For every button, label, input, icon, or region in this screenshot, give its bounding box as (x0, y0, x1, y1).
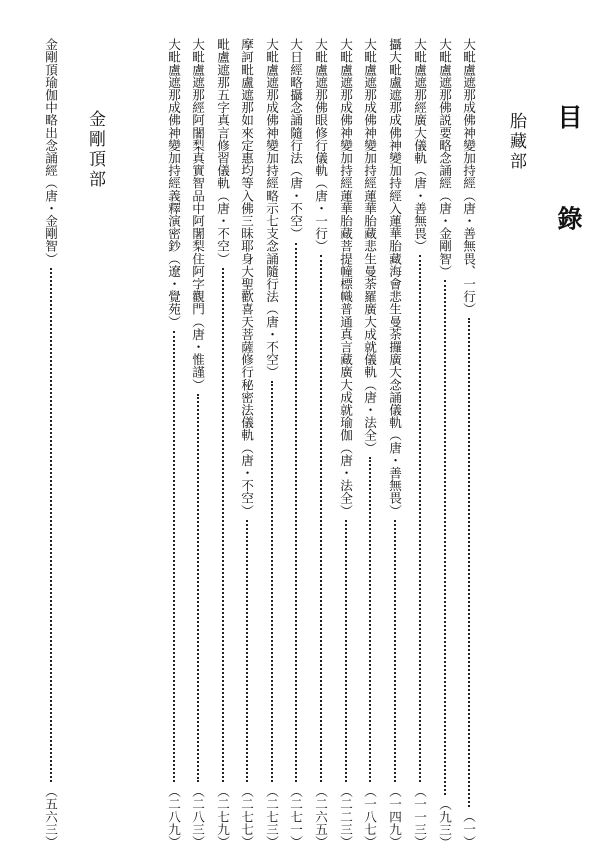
toc-entry[interactable] (436, 38, 453, 848)
leader-dots (320, 255, 322, 782)
toc-entry[interactable] (214, 38, 231, 848)
leader-dots (444, 280, 446, 794)
entry-page-number: （二七九） (215, 785, 230, 848)
entry-title: 大毗盧遮那經阿闍梨真實智品中阿闍梨住阿字觀門（唐・惟謹） (190, 38, 205, 391)
entry-title: 大毗盧遮那經廣大儀軌（唐・善無畏） (412, 38, 427, 253)
entry-title: 大毗盧遮那佛説要略念誦經（唐・金剛智） (437, 38, 452, 278)
entry-page-number: （一一三） (412, 785, 427, 848)
entry-page-number: （一） (461, 810, 476, 848)
section-heading-kongo: 金剛頂部 (85, 110, 105, 190)
entry-title: 大毗盧遮那成佛神變加持經蓮華胎藏悲生曼荼羅廣大成就儀軌（唐・法全） (362, 38, 377, 454)
leader-dots (369, 457, 371, 782)
toc-entry[interactable] (337, 38, 354, 848)
leader-dots (419, 255, 421, 782)
leader-dots (295, 243, 297, 782)
entry-title: 大毗盧遮那成佛神變加持經蓮華胎藏菩提幢標幟普通真言藏廣大成就瑜伽（唐・法全） (338, 38, 353, 517)
leader-dots (345, 520, 347, 782)
leader-dots (468, 318, 470, 807)
leader-dots (173, 331, 175, 782)
toc-entry[interactable] (165, 38, 182, 848)
entry-title: 大毗盧遮那成佛神變加持經（唐・善無畏、一行） (461, 38, 476, 316)
entry-page-number: （五六三） (43, 785, 58, 848)
entry-page-number: （二七七） (239, 785, 254, 848)
entry-page-number: （二六五） (313, 785, 328, 848)
entry-title: 大日經略攝念誦隨行法（唐・不空） (288, 38, 303, 240)
entry-title: 大毗盧遮那佛眼修行儀軌（唐・一行） (313, 38, 328, 253)
toc-entry[interactable] (263, 38, 280, 848)
leader-dots (246, 520, 248, 782)
entry-page-number: （一八七） (362, 785, 377, 848)
toc-entry[interactable] (361, 38, 378, 848)
leader-dots (50, 268, 52, 782)
leader-dots (394, 520, 396, 782)
entry-page-number: （一四九） (387, 785, 402, 848)
toc-entry[interactable] (189, 38, 206, 848)
toc-entry[interactable] (238, 38, 255, 848)
page-title: 目 錄 (554, 104, 583, 265)
entry-title: 金剛頂瑜伽中略出念誦經（唐・金剛智） (43, 38, 58, 265)
entry-title: 毗盧遮那五字真言修習儀軌（唐・不空） (215, 38, 230, 265)
entry-title: 摩訶毗盧遮那如來定惠均等入佛三昧耶身大聖歡喜天菩薩修行秘密法儀軌（唐・不空） (239, 38, 254, 517)
toc-entry[interactable] (287, 38, 304, 848)
entry-title: 攝大毗盧遮那成佛神變加持經入蓮華胎藏海會悲生曼荼攞廣大念誦儀軌（唐・善無畏） (387, 38, 402, 517)
entry-title: 大毗盧遮那成佛神變加持經義釋演密鈔（遼・覺苑） (166, 38, 181, 328)
entry-page-number: （二八九） (166, 785, 181, 848)
entry-page-number: （二二三） (338, 785, 353, 848)
leader-dots (197, 394, 199, 782)
toc-entry[interactable] (460, 38, 477, 848)
entry-page-number: （二八三） (190, 785, 205, 848)
entry-title: 大毗盧遮那成佛神變加持經略示七支念誦隨行法（唐・不空） (264, 38, 279, 379)
toc-entry[interactable] (386, 38, 403, 848)
entry-page-number: （二七三） (264, 785, 279, 848)
leader-dots (222, 268, 224, 782)
toc-entry[interactable] (42, 38, 59, 848)
entry-page-number: （二七一） (288, 785, 303, 848)
entry-page-number: （九三） (437, 797, 452, 848)
toc-entry[interactable] (312, 38, 329, 848)
section-heading-taizo: 胎藏部 (506, 112, 526, 172)
leader-dots (271, 381, 273, 782)
toc-entry[interactable] (411, 38, 428, 848)
